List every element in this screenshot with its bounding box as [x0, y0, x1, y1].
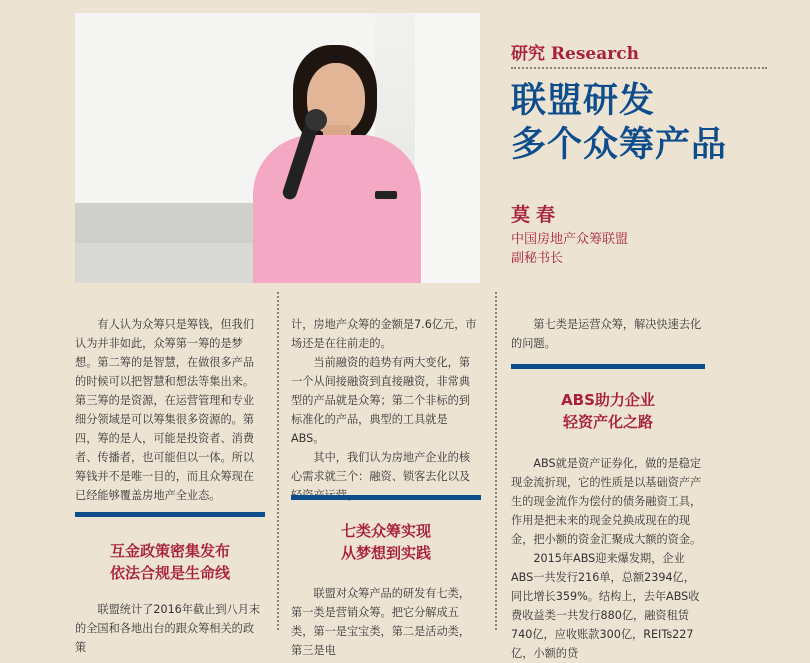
- paragraph: 有人认为众筹只是筹钱，但我们认为并非如此，众筹第一筹的是梦想。第二筹的是智慧，在做很多产品的时候可以把智慧和想法等集出来。第三筹的是资源，在运营管理和专业细分领域是可以筹集很多资源的。第四，筹的是人，可能是投资者、消费者、传播者，也可能但以一体。所以筹钱并不是唯一目的，而且众筹现在已经能够覆盖房地产全业态。: [75, 318, 255, 502]
- paragraph: 2015年ABS迎来爆发期，企业ABS一共发行216单，总额2394亿，同比增长359%。结构上，去年ABS收费收益类一共发行880亿，融资租赁740亿，应收账款300亿，REITs227亿，小额的贷: [511, 552, 700, 660]
- column-3-text-2: [511, 454, 705, 663]
- column-1-text-2: [75, 600, 265, 657]
- paragraph: 当前融资的趋势有两大变化，第一个从间接融资到直接融资，非常典型的产品就是众筹；第二个非标的到标准化的产品，典型的工具就是ABS。: [291, 356, 471, 445]
- speaker-dress: [253, 135, 421, 283]
- paragraph: 联盟统计了2016年截止到八月末的全国和各地出台的跟众筹相关的政策: [75, 603, 261, 654]
- section-heading: [75, 540, 265, 584]
- microphone-head: [305, 109, 327, 131]
- paragraph: 第七类是运营众筹，解决快速去化的问题。: [511, 318, 702, 350]
- column-2-text-2: [291, 584, 481, 660]
- author-affiliation: [511, 230, 628, 268]
- heading-line-2: 轻资产化之路: [562, 413, 653, 431]
- heading-rule: [511, 364, 705, 369]
- paragraph: 其中，我们认为房地产企业的核心需求就三个：融资、锁客去化以及: [291, 451, 471, 483]
- section-heading: [511, 389, 705, 433]
- paragraph: 联盟对众筹产品的研发有七类，第一类是营销众筹。把它分解成五类，第一是宝宝类，第二是活动类，第三是电: [291, 587, 471, 657]
- section-heading: [291, 520, 481, 564]
- heading-rule: [75, 512, 265, 517]
- column-1-text: [75, 315, 265, 505]
- column-divider-2: [495, 292, 497, 630]
- heading-line-1: 互金政策密集发布: [109, 542, 230, 560]
- heading-line-2: 从梦想到实践: [340, 544, 431, 562]
- section-tag: 研究 Research: [511, 44, 639, 64]
- speaker-photo: [75, 13, 480, 283]
- section-divider: [511, 67, 767, 69]
- paragraph: ABS就是资产证券化，做的是稳定现金流折现，它的性质是以基础资产产生的现金流作为偿付的债务融资工具，作用是把未来的现金兑换成现在的现金，把小额的资金汇聚成大额的资金。: [511, 457, 702, 546]
- article-title: [511, 79, 727, 167]
- column-3-text: [511, 315, 705, 353]
- paragraph: 计，房地产众筹的金额是7.6亿元，市场还是在往前走的。: [291, 318, 477, 350]
- column-divider-1: [277, 292, 279, 630]
- column-2-text: [291, 315, 481, 505]
- photo-panel: [415, 13, 480, 283]
- affiliation-line-1: 中国房地产众筹联盟: [511, 232, 629, 247]
- title-line-2: 多个众筹产品: [511, 125, 728, 165]
- affiliation-line-2: 副秘书长: [511, 251, 564, 266]
- heading-line-1: 七类众筹实现: [340, 522, 431, 540]
- heading-line-1: ABS助力企业: [561, 391, 655, 409]
- author-name: 莫春: [511, 204, 562, 226]
- heading-line-2: 依法合规是生命线: [109, 564, 230, 582]
- remote-clicker: [375, 191, 397, 199]
- heading-rule: [291, 495, 481, 500]
- title-line-1: 联盟研发: [511, 81, 656, 121]
